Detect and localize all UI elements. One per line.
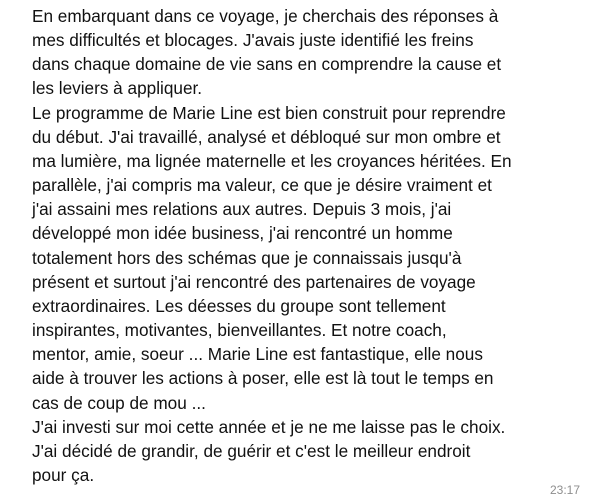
message-line: mes difficultés et blocages. J'avais juste identifié les freins <box>32 30 474 51</box>
message-line: les leviers à appliquer. <box>32 78 203 99</box>
message-timestamp: 23:17 <box>549 483 580 497</box>
message-text <box>32 4 592 487</box>
message-line: ma lumière, ma lignée maternelle et les croyances héritées. En <box>32 150 512 171</box>
message-line: J'ai investi sur moi cette année et je ne me laisse pas le choix. <box>32 416 506 437</box>
message-line: présent et surtout j'ai rencontré des partenaires de voyage <box>32 271 476 292</box>
message-line: aide à trouver les actions à poser, elle est là tout le temps en <box>32 368 494 389</box>
message-line: j'ai assaini mes relations aux autres. Depuis 3 mois, j'ai <box>32 199 452 220</box>
message-line: extraordinaires. Les déesses du groupe sont tellement <box>32 295 446 316</box>
message-line: cas de coup de mou ... <box>32 392 206 413</box>
message-line: totalement hors des schémas que je connaissais jusqu'à <box>32 247 462 268</box>
message-line: En embarquant dans ce voyage, je cherchais des réponses à <box>32 6 499 26</box>
message-line: dans chaque domaine de vie sans en comprendre la cause et <box>32 54 502 75</box>
message-line: Le programme de Marie Line est bien construit pour reprendre <box>32 102 506 123</box>
message-line: mentor, amie, soeur ... Marie Line est fantastique, elle nous <box>32 344 483 365</box>
message-line: J'ai décidé de grandir, de guérir et c'est le meilleur endroit <box>32 440 471 461</box>
message-line: inspirantes, motivantes, bienveillantes. Et notre coach, <box>32 320 447 341</box>
message-line: développé mon idée business, j'ai rencontré un homme <box>32 223 453 244</box>
message-line: pour ça. <box>32 464 95 485</box>
message-line: parallèle, j'ai compris ma valeur, ce que je désire vraiment et <box>32 175 492 196</box>
message-line: du début. J'ai travaillé, analysé et débloqué sur mon ombre et <box>32 126 501 147</box>
